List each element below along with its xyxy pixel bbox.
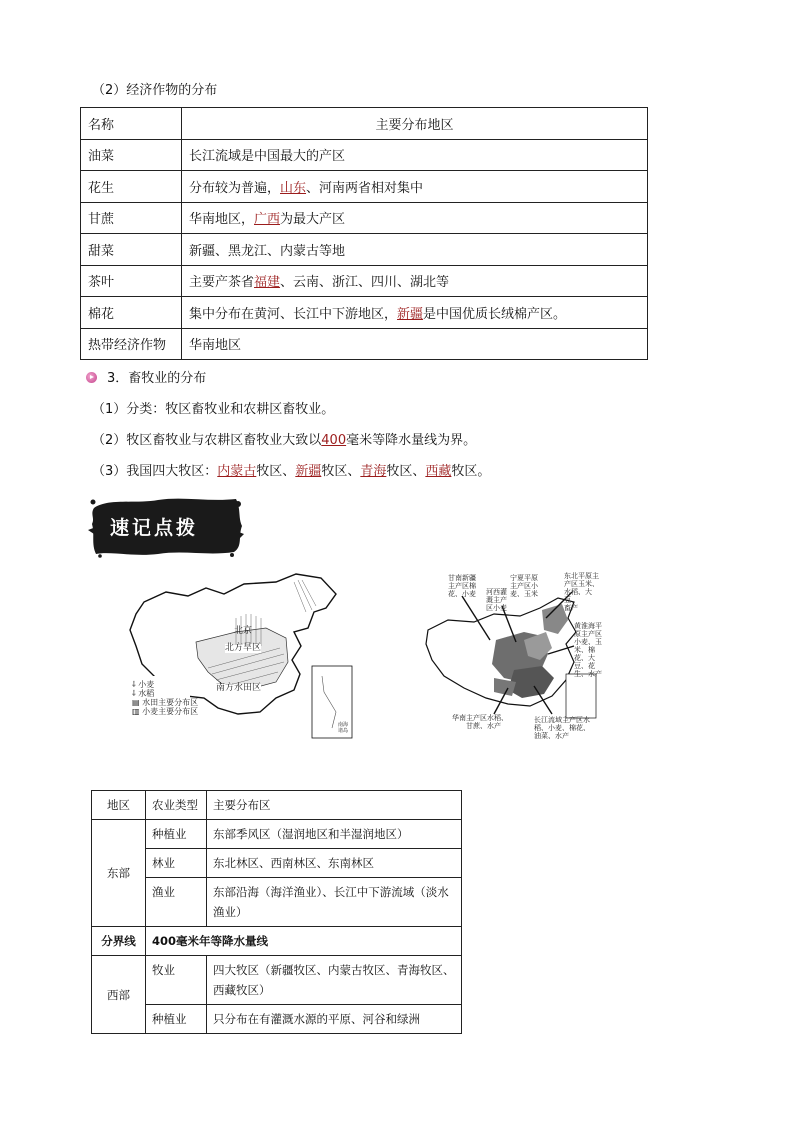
crop-area-cell xyxy=(182,202,648,234)
label-line: 油菜、水产 xyxy=(534,732,569,740)
map-label-hexi xyxy=(486,588,507,612)
badge-text: 速记点拨 xyxy=(110,517,199,539)
area-cell: 四大牧区（新疆牧区、内蒙古牧区、青海牧区、西藏牧区） xyxy=(207,956,462,1005)
region-cell-east: 东部 xyxy=(92,820,146,927)
table-row xyxy=(92,956,462,1005)
crop-area-cell xyxy=(182,265,648,297)
table-row xyxy=(92,878,462,927)
header-cell-area: 主要分布区 xyxy=(207,791,462,820)
map-label-north-dry: 北方旱区 xyxy=(225,643,262,653)
header-cell-name: 名称 xyxy=(81,108,182,140)
label-line: 甘蔗、水产 xyxy=(466,722,501,730)
label-line: 稻、小麦、棉花、 xyxy=(534,724,590,732)
label-line: 主产区棉 xyxy=(448,582,476,590)
crop-area-cell xyxy=(182,297,648,329)
crop-name-cell: 热带经济作物 xyxy=(81,328,182,360)
text-segment: 主要产茶省 xyxy=(189,275,255,291)
legend-wheat: ⸸ 小麦 xyxy=(132,680,155,689)
crop-name-cell: 棉花 xyxy=(81,297,182,329)
label-line: 区小麦 xyxy=(486,604,507,612)
map-label-inset: 南海诸岛 xyxy=(338,722,349,734)
label-line: 小麦、玉 xyxy=(574,638,602,646)
table-row xyxy=(92,1005,462,1034)
header-cell-type: 农业类型 xyxy=(146,791,207,820)
highlighted-region: 山东 xyxy=(280,180,307,196)
table-header-row xyxy=(81,108,648,140)
area-cell: 只分布在有灌溉水源的平原、河谷和绿洲 xyxy=(207,1005,462,1034)
map-label-huanan xyxy=(452,714,508,730)
crop-name-cell: 茶叶 xyxy=(81,265,182,297)
table-row xyxy=(92,849,462,878)
table-row xyxy=(81,297,648,329)
label-line: 生、水产 xyxy=(574,670,602,678)
text-segment: 牧区、 xyxy=(256,464,296,479)
table-row xyxy=(81,171,648,203)
quick-notes-badge xyxy=(88,494,244,558)
crop-name-cell: 油菜 xyxy=(81,139,182,171)
china-map-left-icon xyxy=(126,572,358,742)
text-segment: 牧区、 xyxy=(386,464,426,479)
label-line: 溉主产 xyxy=(486,596,507,604)
map-label-changjiang xyxy=(534,716,590,740)
legend-paddy-area: ▤ 水田主要分布区 xyxy=(132,698,199,707)
text-segment: 新疆、黑龙江、内蒙古等地 xyxy=(189,243,346,259)
area-cell: 东北林区、西南林区、东南林区 xyxy=(207,849,462,878)
table-row-divider xyxy=(92,927,462,956)
map-legend xyxy=(132,680,198,716)
text-segment: （3）我国四大牧区： xyxy=(92,464,218,479)
region-cell-west: 西部 xyxy=(92,956,146,1034)
highlighted-region: 福建 xyxy=(254,275,281,291)
text-segment: 是中国优质长绒棉产区。 xyxy=(423,306,567,322)
text-segment: 毫米等降水量线为界。 xyxy=(346,433,477,448)
type-cell: 林业 xyxy=(146,849,207,878)
crop-name-cell: 甜菜 xyxy=(81,234,182,266)
highlighted-text: 青海 xyxy=(360,464,387,479)
bullet-icon xyxy=(86,372,97,383)
label-line: 豆、花 xyxy=(574,662,595,670)
divider-text-cell: 400毫米年等降水量线 xyxy=(146,927,462,956)
table-row xyxy=(81,234,648,266)
label-line: 水稻、大 xyxy=(564,588,592,596)
crops-table xyxy=(80,107,648,360)
table-row xyxy=(81,139,648,171)
text-segment: 、云南、浙江、四川、湖北等 xyxy=(280,275,450,291)
label-line: 产区玉米、 xyxy=(564,580,599,588)
map-label-beijing: 北京 xyxy=(234,626,253,636)
label-line: 甘南新疆 xyxy=(448,574,476,582)
map-label-south-paddy: 南方水田区 xyxy=(216,683,262,693)
label-line: 米、棉 xyxy=(574,646,595,654)
agriculture-regions-map xyxy=(424,570,612,746)
crop-name-cell: 甘蔗 xyxy=(81,202,182,234)
map-label-huanghuai xyxy=(574,622,602,678)
highlighted-text: 新疆 xyxy=(295,464,322,479)
table-row xyxy=(81,328,648,360)
text-segment: 为最大产区 xyxy=(280,212,346,228)
highlighted-region: 广西 xyxy=(254,212,281,228)
label-line: 畜产 xyxy=(564,604,578,612)
text-segment: 牧区、 xyxy=(321,464,361,479)
label-line: 华南主产区水稻、 xyxy=(452,714,508,722)
divider-label-cell: 分界线 xyxy=(92,927,146,956)
crop-area-cell xyxy=(182,328,648,360)
text-segment: 华南地区， xyxy=(189,212,255,228)
label-line: 原主产区 xyxy=(574,630,602,638)
label-line: 宁夏平原 xyxy=(510,574,538,582)
label-line: 东北平原主 xyxy=(564,572,599,580)
label-line: 豆、 xyxy=(564,596,578,604)
table-row xyxy=(81,202,648,234)
label-line: 麦、玉米 xyxy=(510,590,538,598)
crop-area-cell xyxy=(182,139,648,171)
text-segment: 牧区。 xyxy=(451,464,491,479)
label-line: 黄淮海平 xyxy=(574,622,602,630)
agriculture-distribution-table xyxy=(91,790,462,1034)
section-title-animal-husbandry xyxy=(86,370,206,388)
legend-wheat-area: ▥ 小麦主要分布区 xyxy=(132,707,199,716)
area-cell: 东部季风区（湿润地区和半湿润地区） xyxy=(207,820,462,849)
label-line: 花、小麦 xyxy=(448,590,476,598)
section-heading-economic-crops: （2）经济作物的分布 xyxy=(92,83,218,98)
label-line: 河西灌 xyxy=(486,588,507,596)
type-cell: 种植业 xyxy=(146,1005,207,1034)
label-line: 主产区小 xyxy=(510,582,538,590)
text-segment: （2）牧区畜牧业与农耕区畜牧业大致以 xyxy=(92,433,322,448)
highlighted-text: 400 xyxy=(321,433,347,448)
section-title-text: 3．畜牧业的分布 xyxy=(107,371,207,386)
crop-area-cell xyxy=(182,234,648,266)
paragraph-four-pastures xyxy=(92,463,490,481)
text-segment: 分布较为普遍， xyxy=(189,180,281,196)
crop-area-cell xyxy=(182,171,648,203)
text-segment: 集中分布在黄河、长江中下游地区， xyxy=(189,306,398,322)
header-cell-area: 主要分布地区 xyxy=(182,108,648,140)
highlighted-text: 西藏 xyxy=(425,464,452,479)
header-cell-region: 地区 xyxy=(92,791,146,820)
label-line: 长江流域主产区水 xyxy=(534,716,590,724)
map-label-dongbei xyxy=(564,572,599,612)
label-line: 花、大 xyxy=(574,654,595,662)
type-cell: 牧业 xyxy=(146,956,207,1005)
area-cell: 东部沿海（海洋渔业）、长江中下游流域（淡水渔业） xyxy=(207,878,462,927)
type-cell: 渔业 xyxy=(146,878,207,927)
text-segment: 、河南两省相对集中 xyxy=(306,180,424,196)
legend-rice: ⸸ 水稻 xyxy=(132,689,155,698)
crop-name-cell: 花生 xyxy=(81,171,182,203)
table-header-row xyxy=(92,791,462,820)
table-row xyxy=(81,265,648,297)
text-segment: 长江流域是中国最大的产区 xyxy=(189,149,346,165)
type-cell: 种植业 xyxy=(146,820,207,849)
grain-distribution-map xyxy=(126,572,358,742)
map-label-ningxia xyxy=(510,574,538,598)
highlighted-text: 内蒙古 xyxy=(217,464,257,479)
map-label-xinjiang xyxy=(448,574,476,598)
paragraph-boundary xyxy=(92,432,476,450)
text-segment: 华南地区 xyxy=(189,338,242,354)
table-row xyxy=(92,820,462,849)
paragraph-classification: （1）分类：牧区畜牧业和农耕区畜牧业。 xyxy=(92,402,335,417)
highlighted-region: 新疆 xyxy=(397,306,424,322)
